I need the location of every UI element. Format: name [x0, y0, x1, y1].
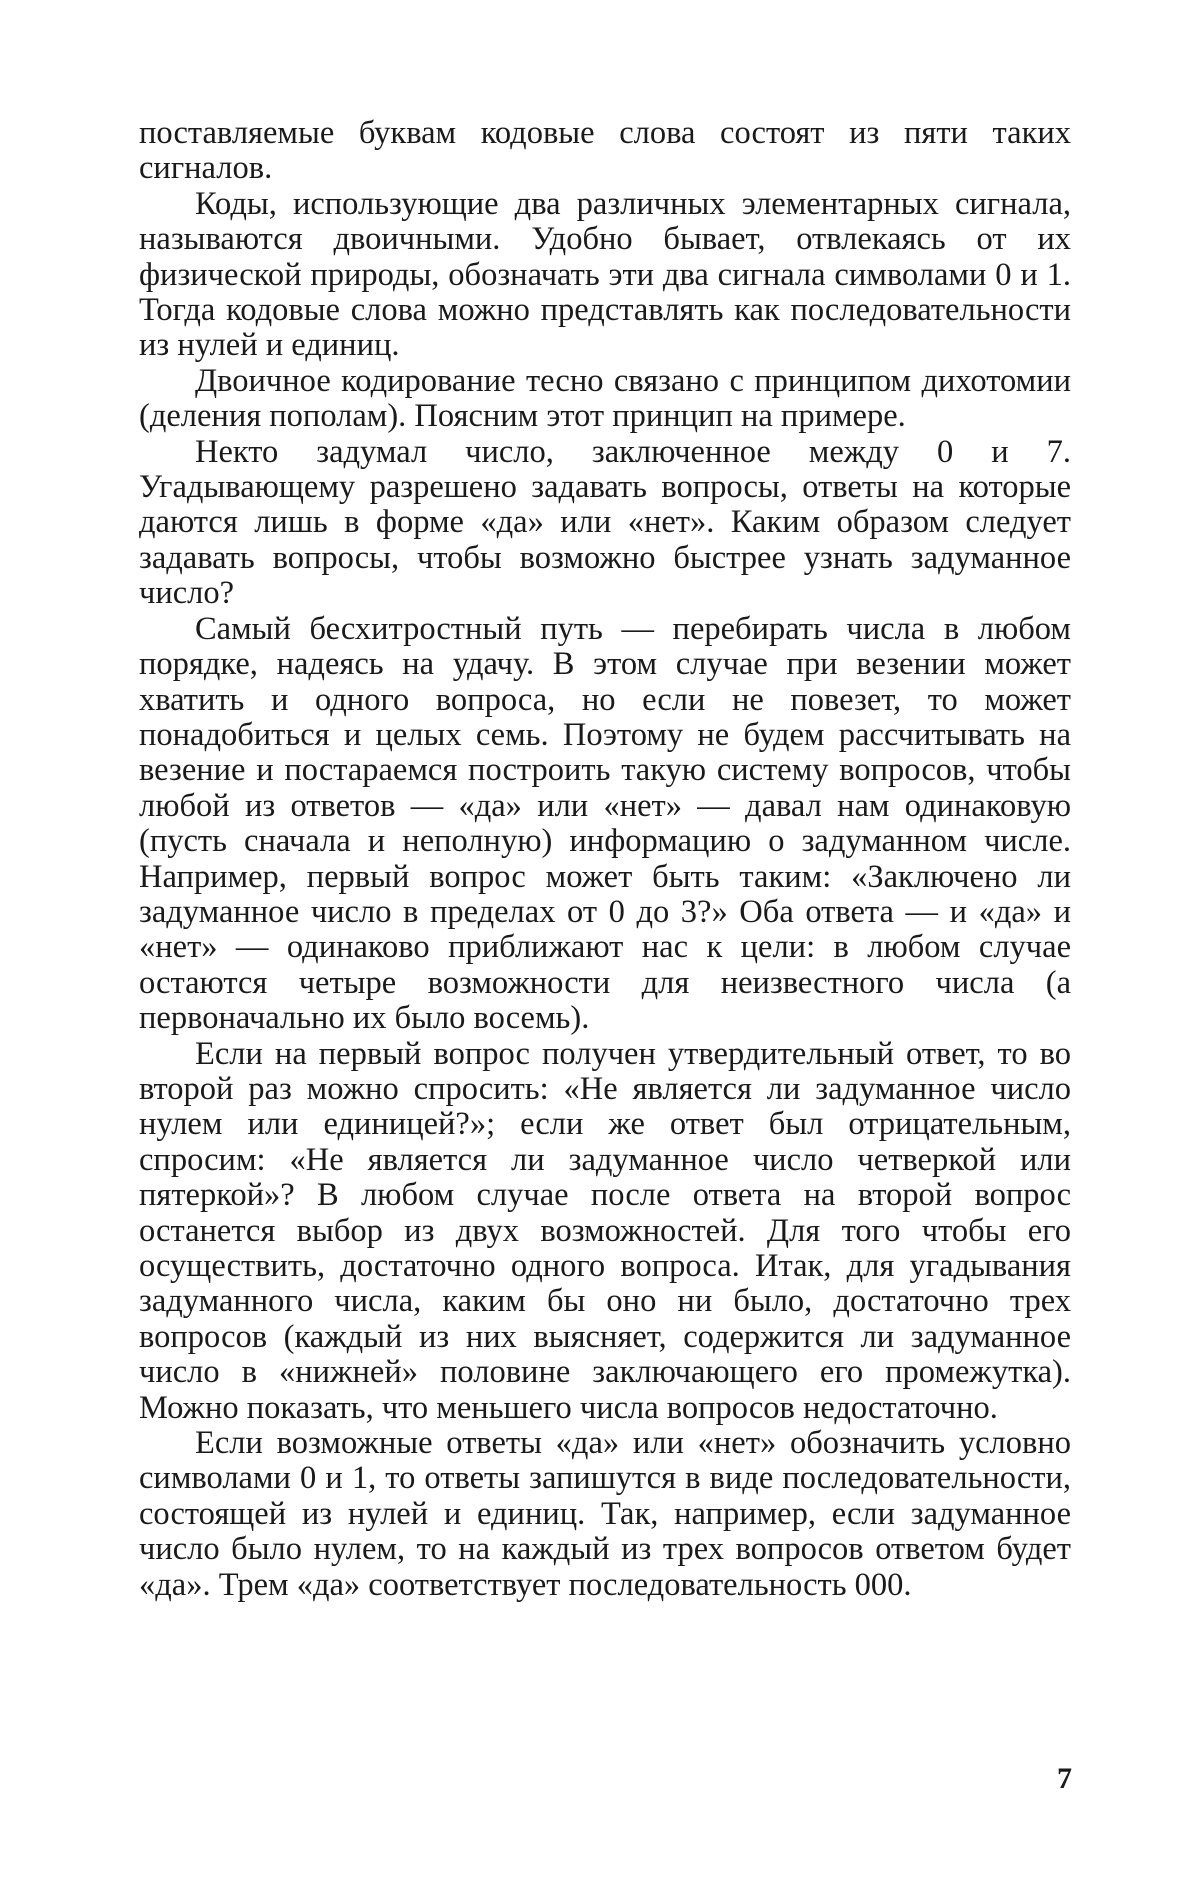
text-column [139, 116, 1071, 1603]
paragraph-answers-sequence: Если возможные ответы «да» или «нет» обозначить условно символами 0 и 1, то ответы запишутся в виде последовательности, состоящей из нулей и единиц. Так, например, если задуманное число было нулем, то на каждый из трех вопросов ответом будет «да». Трем «да» соответствует последовательность 000. [139, 1425, 1071, 1603]
paragraph-dichotomy: Двоичное кодирование тесно связано с принципом дихотомии (деления пополам). Поясним этот принцип на примере. [139, 362, 1071, 435]
paragraph-second-question: Если на первый вопрос получен утвердительный ответ, то во второй раз можно спросить: «Не является ли задуманное число нулем или единицей?»; если же ответ был отрицательным, спросим: «Не является ли задуманное число четверкой или пятеркой»? В любом случае после ответа на второй вопрос останется выбор из двух возможностей. Для того чтобы его осуществить, достаточно одного вопроса. Итак, для угадывания задуманного числа, каким бы оно ни было, достаточно трех вопросов (каждый из них выясняет, содержится ли задуманное число в «нижней» половине заключающего его промежутка). Можно показать, что меньшего числа вопросов недостаточно. [139, 1035, 1071, 1426]
paragraph-guess-number: Некто задумал число, заключенное между 0 и 7. Угадывающему разрешено задавать вопросы, ответы на которые даются лишь в форме «да» или «нет». Каким образом следует задавать вопросы, чтобы возможно быстрее узнать задуманное число? [139, 433, 1071, 612]
paragraph-continuation: поставляемые буквам кодовые слова состоят из пяти таких сигналов. [139, 115, 1071, 187]
paragraph-simple-path: Самый бесхитростный путь — перебирать числа в любом порядке, надеясь на удачу. В этом случае при везении может хватить и одного вопроса, но если не повезет, то может понадобиться и целых семь. Поэтому не будем рассчитывать на везение и постараемся построить такую систему вопросов, чтобы любой из ответов — «да» или «нет» — давал нам одинаковую (пусть сначала и неполную) информацию о задуманном числе. Например, первый вопрос может быть таким: «Заключено ли задуманное число в пределах от 0 до 3?» Оба ответа — и «да» и «нет» — одинаково приближают нас к цели: в любом случае остаются четыре возможности для неизвестного числа (а первоначально их было восемь). [139, 610, 1071, 1037]
page-number: 7 [1057, 1762, 1072, 1795]
paragraph-binary-codes: Коды, использующие два различных элементарных сигнала, называются двоичными. Удобно бывает, отвлекаясь от их физической природы, обозначать эти два сигнала символами 0 и 1. Тогда кодовые слова можно представлять как последовательности из нулей и единиц. [139, 185, 1071, 364]
